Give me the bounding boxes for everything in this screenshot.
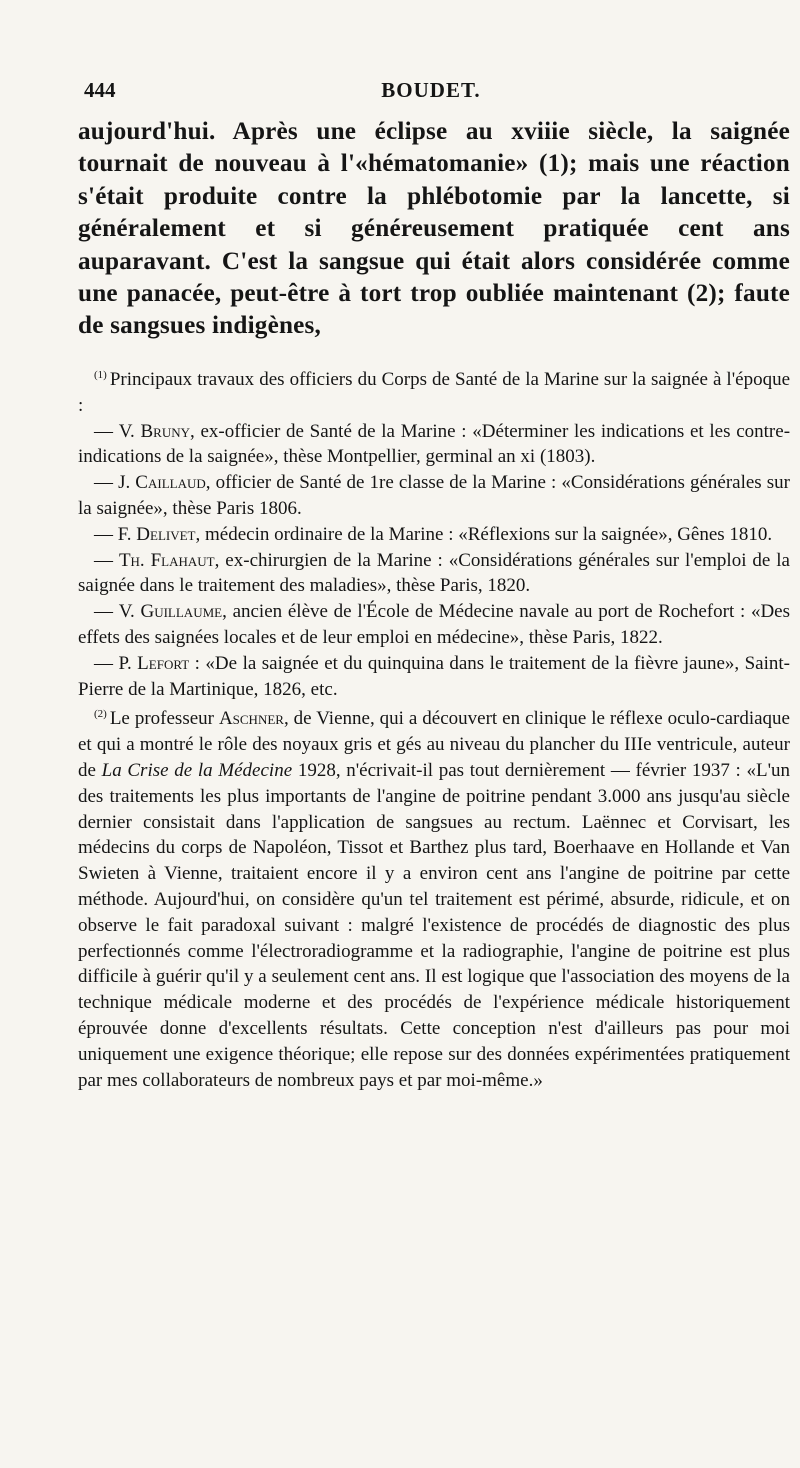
page-number: 444 [84,78,116,102]
footnote-1-intro: $^{(1)}$ Principaux travaux des officiers du Corps de Santé de la Marine sur la saignée à l'époque : [78,369,790,416]
footnote-entry: — F. Delivet, médecin ordinaire de la Marine : «Réflexions sur la saignée», Gênes 1810. [94,523,773,545]
footnote-1-list [78,419,790,703]
entry-text: , ex-chirurgien de la Marine : «Considérations générales sur l'emploi de la saignée dans le traitement des maladies», thèse Paris, 1820. [78,549,790,597]
entry-author: Th. Flahaut [118,549,215,571]
footnote-entry: — V. Bruny, ex-officier de Santé de la Marine : «Déterminer les indications et les contre-indications de la saignée», thèse Montpellier, germinal an xi (1803). [78,420,791,468]
cited-book-title: La Crise de la Médecine [101,759,293,781]
running-head: BOUDET. [381,78,481,102]
entry-author: J. Caillaud [118,472,206,494]
entry-author: V. Bruny [118,420,190,442]
entry-author: P. Lefort [118,652,190,674]
footnote-entry: — J. Caillaud, officier de Santé de 1re classe de la Marine : «Considérations générales sur la saignée», thèse Paris 1806. [78,472,790,519]
entry-author: V. Guillaume [118,601,223,623]
footnotes [78,363,790,1093]
page-header [84,78,778,108]
footnote-2: $^{(2)}$ Le professeur Aschner, de Vienne, qui a découvert en clinique le réflexe oculo-cardiaque et qui a montré le rôle des noyaux gris et gés au niveau du plancher du IIIe ventricule, auteur de La Crise de la Médecine 1928, n'écrivait-il pas tout dernièrement — février 1937 : «L'un des traitements les plus importants de l'angine de poitrine pendant 3.000 ans jusqu'au siècle dernier consistait dans l'application de sangsues au rectum. Laënnec et Corvisart, les médecins du corps de Napoléon, Tissot et Barthez plus tard, Boerhaave en Hollande et Van Swieten à Vienne, traitaient encore il y a environ cent ans l'angine de poitrine par cette méthode. Aujourd'hui, on considère qu'un tel traitement est périmé, absurde, ridicule, et on observe le fait paradoxal suivant : malgré l'existence de procédés de diagnostic des plus perfectionnés comme l'électroradiogramme et la radiographie, l'angine de poitrine est plus difficile à guérir qu'il y a seulement cent ans. Il est logique que l'association des moyens de la technique médicale moderne et des procédés de l'expérience médicale historiquement éprouvée donne d'excellents résultats. Cette conception n'est d'ailleurs pas pour moi uniquement une exigence théorique; elle repose sur des données expérimentées pratiquement par mes collaborateurs de nombreux pays et par moi-même.» [78,708,790,1091]
footnote-entry: — V. Guillaume, ancien élève de l'École de Médecine navale au port de Rochefort : «Des effets des saignées locales et de leur emploi en médecine», thèse Paris, 1822. [78,601,791,648]
entry-text: , ancien élève de l'École de Médecine navale au port de Rochefort : «Des effets des saignées locales et de leur emploi en médecine», thèse Paris, 1822. [78,601,791,648]
footnote-entry: — P. Lefort : «De la saignée et du quinquina dans le traitement de la fièvre jaune», Saint-Pierre de la Martinique, 1826, etc. [78,652,791,700]
entry-text: , officier de Santé de 1re classe de la Marine : «Considérations générales sur la saignée», thèse Paris 1806. [78,472,790,519]
footnote-2-author: Aschner [218,708,284,730]
footnote-entry: — Th. Flahaut, ex-chirurgien de la Marine : «Considérations générales sur l'emploi de la saignée dans le traitement des maladies», thèse Paris, 1820. [78,549,790,597]
entry-author: F. Delivet [117,523,196,545]
footnote-1-mark: (1) [94,369,107,381]
footnote-2-mark: (2) [94,708,107,721]
main-paragraph: aujourd'hui. Après une éclipse au xviiie siècle, la saignée tournait de nouveau à l'«hématomanie» (1); mais une réaction s'était produite contre la phlébotomie par la lancette, si généralement et si généreusement pratiquée cent ans auparavant. C'est la sangsue qui était alors considérée comme une panacée, peut-être à tort trop oubliée maintenant (2); faute de sangsues indigènes, [78,118,790,340]
entry-text: : «De la saignée et du quinquina dans le traitement de la fièvre jaune», Saint-Pierre de la Martinique, 1826, etc. [78,652,791,700]
entry-text: , médecin ordinaire de la Marine : «Réflexions sur la saignée», Gênes 1810. [195,523,773,545]
entry-text: , ex-officier de Santé de la Marine : «Déterminer les indications et les contre-indications de la saignée», thèse Montpellier, germinal an xi (1803). [78,420,791,468]
